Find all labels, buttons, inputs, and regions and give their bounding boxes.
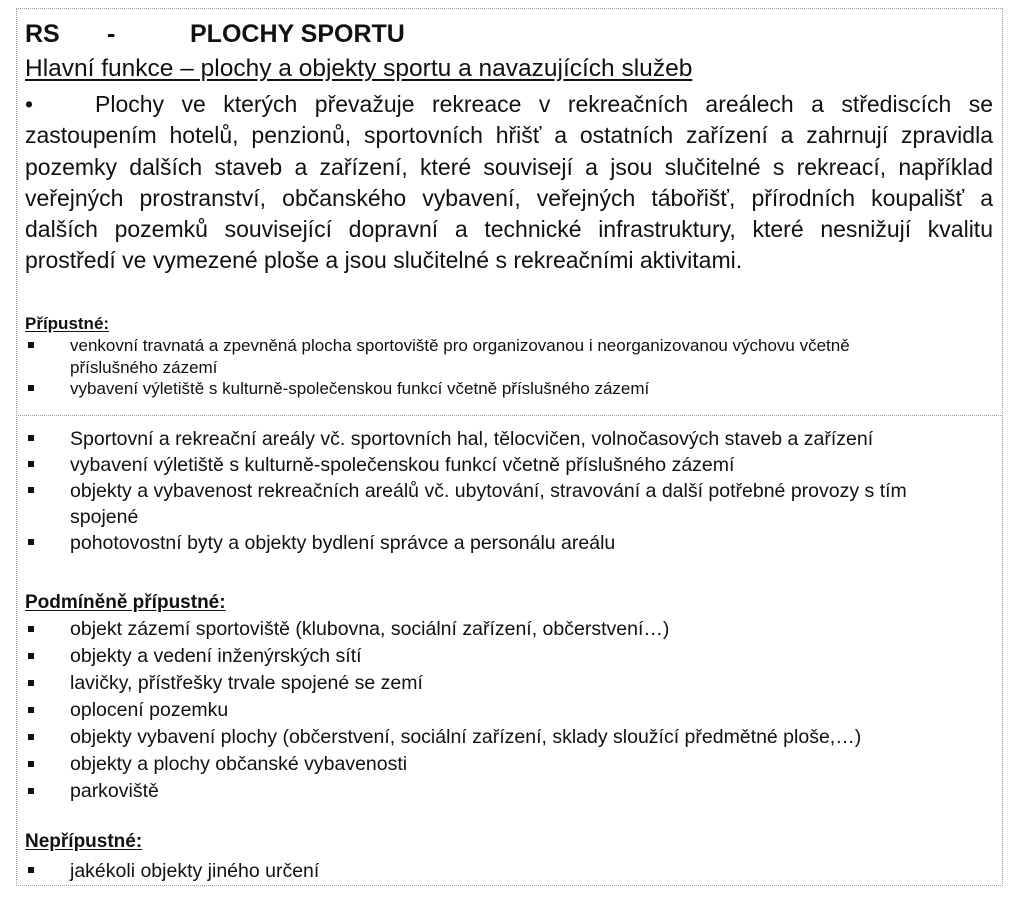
nepripustne-list <box>25 858 970 884</box>
heading-dash: - <box>107 20 116 48</box>
list-item: Sportovní a rekreační areály vč. sportovních hal, tělocvičen, volnočasových staveb a zařízení <box>25 426 970 452</box>
list-item: objekty a vedení inženýrských sítí <box>25 643 970 670</box>
continued-list <box>25 426 970 556</box>
list-item: objekt zázemí sportoviště (klubovna, sociální zařízení, občerstvení…) <box>25 616 970 643</box>
list-item: objekty a plochy občanské vybavenosti <box>25 751 970 778</box>
paragraph-text: Plochy ve kterých převažuje rekreace v rekreačních areálech a střediscích se zastoupením hotelů, penzionů, sportovních hřišť a ostatních zařízení a zahrnují zpravidla pozemky dalších staveb a zařízení, které souvisejí a jsou slučitelné s rekreací, například veřejných prostranství, občanského vybavení, veřejných tábořišť, přírodních koupališť a dalších pozemků související dopravní a technické infrastruktury, které nesnižují kvalitu prostředí ve vymezené ploše a jsou slučitelné s rekreačními aktivitami. <box>25 91 993 274</box>
list-item: objekty a vybavenost rekreačních areálů vč. ubytování, stravování a další potřebné provozy s tím spojené <box>25 478 970 530</box>
heading-title: PLOCHY SPORTU <box>190 20 405 48</box>
nepripustne-title: Nepřípustné: <box>25 831 143 852</box>
main-function-subtitle: Hlavní funkce – plochy a objekty sportu a navazujících služeb <box>25 55 693 82</box>
main-paragraph <box>25 89 993 277</box>
list-item: lavičky, přístřešky trvale spojené se zemí <box>25 670 970 697</box>
pripustne-title: Přípustné: <box>25 314 110 333</box>
list-item: jakékoli objekty jiného určení <box>25 858 970 884</box>
section-divider <box>16 415 1003 416</box>
pripustne-list <box>25 335 925 400</box>
page-heading <box>25 20 405 49</box>
list-item: venkovní travnatá a zpevněná plocha sportoviště pro organizovanou i neorganizovanou výchovu včetně příslušného zázemí <box>25 335 925 378</box>
paragraph-bullet: • <box>25 91 34 117</box>
list-item: vybavení výletiště s kulturně-společenskou funkcí včetně příslušného zázemí <box>25 378 925 400</box>
list-item: vybavení výletiště s kulturně-společenskou funkcí včetně příslušného zázemí <box>25 452 970 478</box>
heading-code: RS <box>25 20 60 48</box>
list-item: oplocení pozemku <box>25 697 970 724</box>
list-item: parkoviště <box>25 778 970 805</box>
podminene-list <box>25 616 970 805</box>
podminene-title: Podmíněně přípustné: <box>25 592 226 613</box>
list-item: pohotovostní byty a objekty bydlení správce a personálu areálu <box>25 530 970 556</box>
list-item: objekty vybavení plochy (občerstvení, sociální zařízení, sklady sloužící předmětné ploše,…) <box>25 724 970 751</box>
